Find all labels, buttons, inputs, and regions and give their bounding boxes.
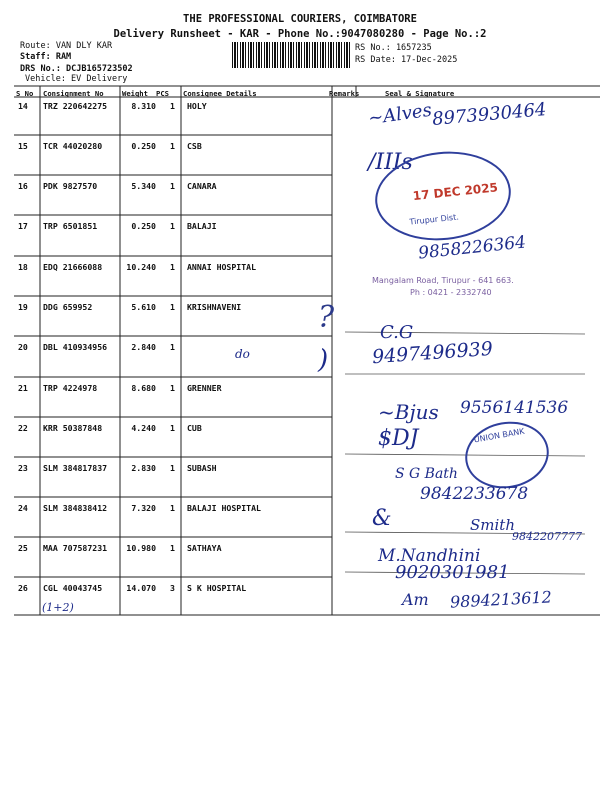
rs-date: RS Date: 17-Dec-2025 (355, 55, 458, 65)
signature-row-21: ~Bjus (378, 400, 439, 424)
handwritten-phone-24: 9842207777 (512, 530, 582, 543)
cell-consignee: HOLY (187, 101, 207, 111)
cell-weight: 7.320 (131, 503, 156, 513)
cell-weight: 14.070 (126, 583, 156, 593)
signature-row-24: & (372, 506, 392, 531)
cell-consignment: SLM 384838412 (43, 503, 108, 513)
cell-weight: 0.250 (131, 141, 156, 151)
cell-weight: 8.310 (131, 101, 156, 111)
stamp-date: 17 DEC 2025 (412, 180, 499, 204)
handwritten-note-row-20: do (235, 347, 250, 361)
cell-sno: 20 (18, 342, 28, 352)
cell-consignment: TRZ 220642275 (43, 101, 108, 111)
cell-pcs: 1 (170, 543, 175, 553)
cell-weight: 10.240 (126, 262, 156, 272)
cell-consignee: SATHAYA (187, 543, 222, 553)
cell-sno: 15 (18, 141, 28, 151)
cell-sno: 14 (18, 101, 28, 111)
signature-row-22: $DJ (378, 426, 419, 451)
col-pcs: PCS (156, 89, 169, 98)
cell-consignment: DBL 410934956 (43, 342, 108, 352)
cell-pcs: 1 (170, 503, 175, 513)
handwritten-name-row-23: S G Bath (395, 466, 458, 482)
handwritten-phone-17: 9858226364 (417, 232, 527, 264)
cell-weight: 2.840 (131, 342, 156, 352)
cell-sno: 23 (18, 463, 28, 473)
handwritten-name-row-20: C.G (380, 322, 414, 343)
cell-consignee: S K HOSPITAL (187, 583, 247, 593)
signature-row-14: ~Alves (366, 99, 434, 130)
cell-weight: 8.680 (131, 383, 156, 393)
cell-sno: 26 (18, 583, 28, 593)
handwritten-phone-25: 9020301981 (395, 562, 510, 583)
cell-sno: 22 (18, 423, 28, 433)
cell-consignee: ANNAI HOSPITAL (187, 262, 257, 272)
cell-consignment: SLM 384817837 (43, 463, 108, 473)
cell-sno: 16 (18, 181, 28, 191)
cell-consignee: CANARA (187, 181, 217, 191)
cell-pcs: 1 (170, 141, 175, 151)
cell-consignee: CUB (187, 423, 202, 433)
cell-consignment: TCR 44020280 (43, 141, 103, 151)
cell-consignment: CGL 40043745 (43, 583, 103, 593)
remarks-mark-row-19: ? (318, 300, 335, 335)
col-consignee: Consignee Details (183, 89, 257, 98)
col-weight: Weight (122, 89, 148, 98)
cell-pcs: 1 (170, 262, 175, 272)
cell-pcs: 1 (170, 302, 175, 312)
stamp-address: Mangalam Road, Tirupur - 641 663. (372, 276, 514, 285)
cell-consignee: BALAJI (187, 221, 217, 231)
cell-consignee: CSB (187, 141, 202, 151)
cell-pcs: 1 (170, 101, 175, 111)
company-title: THE PROFESSIONAL COURIERS, COIMBATORE (183, 13, 417, 25)
cell-pcs: 1 (170, 342, 175, 352)
cell-consignment: TRP 4224978 (43, 383, 98, 393)
remarks-mark-row-21: ) (318, 345, 329, 375)
cell-consignee: KRISHNAVENI (187, 302, 242, 312)
route-label: Route: VAN DLY KAR (20, 41, 113, 51)
vehicle-label: Vehicle: EV Delivery (25, 74, 128, 84)
handwritten-note-row-26: (1+2) (42, 601, 74, 614)
handwritten-phone-21: 9556141536 (460, 398, 569, 418)
cell-weight: 0.250 (131, 221, 156, 231)
cell-pcs: 3 (170, 583, 175, 593)
handwritten-name-row-24: Smith (470, 516, 515, 534)
cell-pcs: 1 (170, 383, 175, 393)
cell-sno: 21 (18, 383, 28, 393)
cell-consignment: TRP 6501851 (43, 221, 98, 231)
runsheet-subtitle: Delivery Runsheet - KAR - Phone No.:9047080280 - Page No.:2 (113, 28, 487, 40)
handwritten-phone-20: 9497496939 (371, 337, 494, 369)
cell-consignment: MAA 707587231 (43, 543, 108, 553)
cell-consignee: SUBASH (187, 463, 217, 473)
col-sno: S No (16, 89, 34, 98)
cell-consignee: BALAJI HOSPITAL (187, 503, 261, 513)
stamp-phone: Ph : 0421 - 2332740 (410, 288, 492, 297)
cell-sno: 18 (18, 262, 28, 272)
cell-consignment: EDQ 21666088 (43, 262, 103, 272)
cell-sno: 24 (18, 503, 28, 513)
rs-number: RS No.: 1657235 (355, 43, 432, 53)
col-seal-signature: Seal & Signature (385, 89, 455, 98)
cell-consignment: KRR 50387848 (43, 423, 103, 433)
signature-row-15: /IIIs (368, 150, 413, 175)
stamp-tirupur: Tirupur Dist. (409, 212, 460, 227)
cell-sno: 25 (18, 543, 28, 553)
col-remarks: Remarks (329, 89, 360, 98)
cell-pcs: 1 (170, 463, 175, 473)
handwritten-phone-26: 9894213612 (449, 587, 553, 612)
handwritten-phone-23: 9842233678 (420, 484, 529, 504)
cell-pcs: 1 (170, 221, 175, 231)
col-consignment: Consignment No (43, 89, 104, 98)
cell-weight: 5.610 (131, 302, 156, 312)
cell-weight: 5.340 (131, 181, 156, 191)
cell-pcs: 1 (170, 423, 175, 433)
cell-weight: 4.240 (131, 423, 156, 433)
staff-label: Staff: RAM (20, 52, 72, 62)
cell-weight: 10.980 (126, 543, 156, 553)
union-bank-label: UNION BANK (473, 426, 526, 445)
drs-number: DRS No.: DCJB165723502 (20, 64, 133, 74)
cell-sno: 19 (18, 302, 28, 312)
cell-consignee: GRENNER (187, 383, 222, 393)
signature-row-26: Am (402, 590, 429, 609)
cell-consignment: PDK 9827570 (43, 181, 98, 191)
cell-pcs: 1 (170, 181, 175, 191)
handwritten-phone-14: 8973930464 (431, 99, 548, 130)
handwritten-name-row-25: M.Nandhini (378, 546, 481, 566)
cell-weight: 2.830 (131, 463, 156, 473)
cell-consignment: DDG 659952 (43, 302, 93, 312)
cell-sno: 17 (18, 221, 28, 231)
